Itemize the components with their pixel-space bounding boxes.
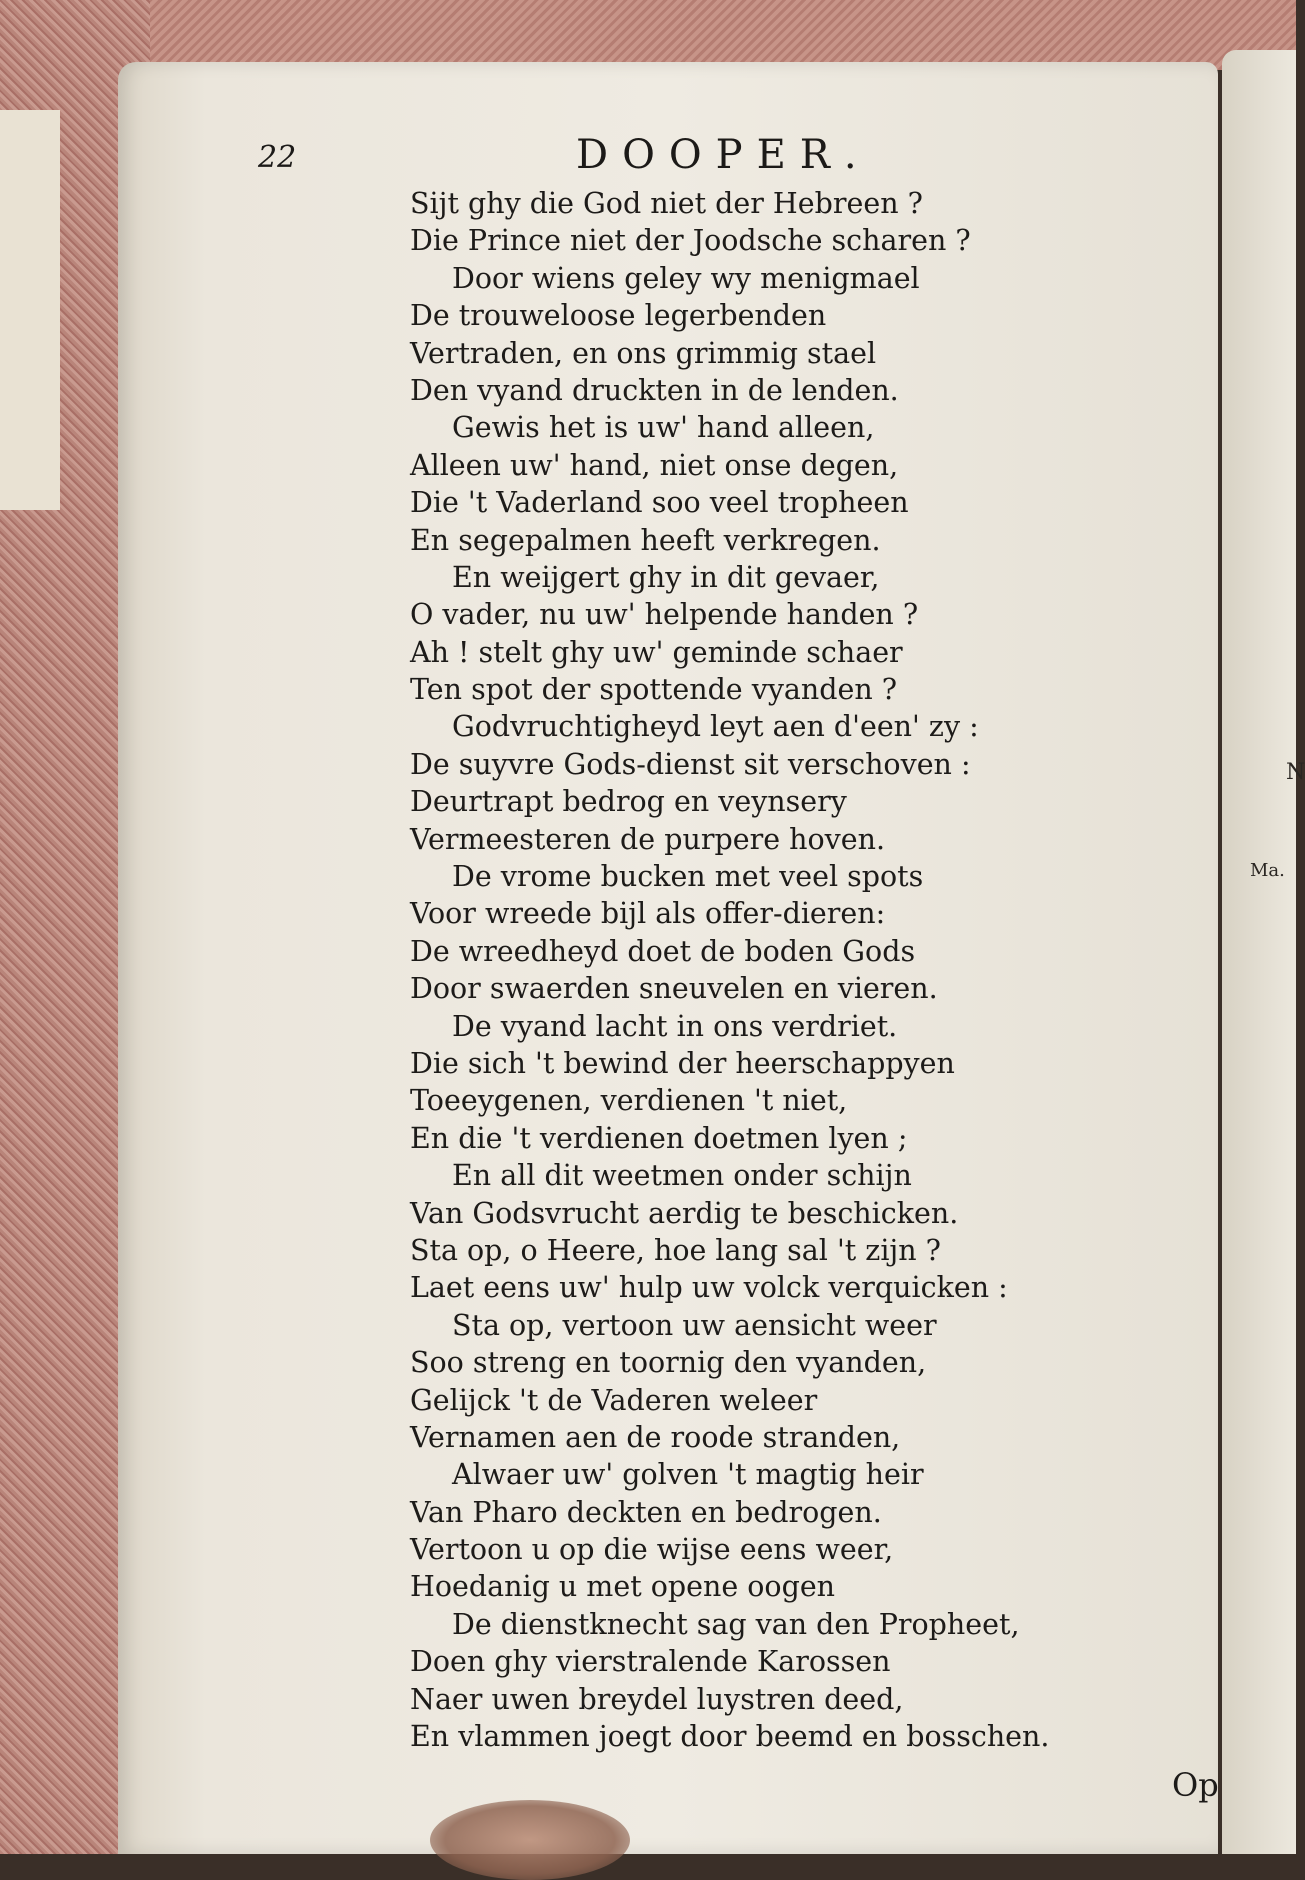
catchword: Op [1172,1766,1219,1804]
verse-line: Toeeygenen, verdienen 't niet, [410,1084,848,1118]
verse-line: En all dit weetmen onder schijn [452,1159,912,1193]
verse-line: De wreedheyd doet de boden Gods [410,934,916,968]
thumb-holding-page [430,1800,630,1880]
verse-line: Vertraden, en ons grimmig stael [410,336,877,370]
verse-line: Gelijck 't de Vaderen weleer [410,1383,818,1417]
verse-line: Voor wreede bijl als offer-dieren: [410,897,886,931]
verse-line: Sta op, o Heere, hoe lang sal 't zijn ? [410,1233,941,1267]
verse-line: Hoedanig u met opene oogen [410,1570,836,1604]
running-head: DOOPER. [576,132,871,178]
verse-line: De suyvre Gods-dienst sit verschoven : [410,747,971,781]
verse-line: En die 't verdienen doetmen lyen ; [410,1121,908,1155]
verse-line: Die Prince niet der Joodsche scharen ? [410,224,971,258]
verse-line: Van Pharo deckten en bedrogen. [410,1495,882,1529]
verse-line: Sijt ghy die God niet der Hebreen ? [410,187,923,220]
verse-line: Van Godsvrucht aerdig te beschicken. [410,1196,959,1230]
verse-line: Alwaer uw' golven 't magtig heir [452,1458,924,1492]
verse-line: En weijgert ghy in dit gevaer, [452,560,880,594]
verse-line: Soo streng en toornig den vyanden, [410,1346,927,1380]
spine-paper-strip [0,110,60,510]
verse-text [410,185,1130,1755]
page-header [258,132,978,182]
facing-page-edge [1222,50,1296,1854]
verse-line: O vader, nu uw' helpende handen ? [410,598,919,632]
verse-line: Naer uwen breydel luystren deed, [410,1682,904,1716]
verse-line: Die sich 't bewind der heerschappyen [410,1046,955,1080]
verse-line: Den vyand druckten in de lenden. [410,373,899,407]
page-number: 22 [258,140,297,175]
verse-line: Gewis het is uw' hand alleen, [452,411,875,445]
verse-line: De dienstknecht sag van den Propheet, [452,1607,1020,1641]
facing-page-edge-letter: N [1286,760,1305,785]
verse-line: Alleen uw' hand, niet onse degen, [410,448,899,482]
verse-line: De trouweloose legerbenden [410,299,827,333]
facing-page-margin-note: Ma. [1250,860,1285,881]
verse-line: De vrome bucken met veel spots [452,860,924,894]
verse-line: Laet eens uw' hulp uw volck verquicken : [410,1271,1008,1305]
verse-line: Die 't Vaderland soo veel tropheen [410,486,909,520]
verse-line: Door wiens geley wy menigmael [452,261,920,295]
binding-cover-top [0,0,1296,70]
verse-line: Vernamen aen de roode stranden, [410,1420,901,1454]
verse-line: Ah ! stelt ghy uw' geminde schaer [410,635,903,669]
verse-line: En vlammen joegt door beemd en bosschen. [410,1720,1050,1754]
verse-line: Godvruchtigheyd leyt aen d'een' zy : [452,710,979,744]
verse-line: Sta op, vertoon uw aensicht weer [452,1308,937,1342]
verse-line: Deurtrapt bedrog en veynsery [410,785,847,819]
verse-line: Door swaerden sneuvelen en vieren. [410,972,938,1006]
verse-line: Vertoon u op die wijse eens weer, [410,1533,894,1567]
verse-line: Doen ghy vierstralende Karossen [410,1645,891,1679]
verse-line: Ten spot der spottende vyanden ? [410,673,898,707]
verse-line: Vermeesteren de purpere hoven. [410,822,886,856]
verse-line: En segepalmen heeft verkregen. [410,523,881,557]
verse-line: De vyand lacht in ons verdriet. [452,1009,898,1043]
